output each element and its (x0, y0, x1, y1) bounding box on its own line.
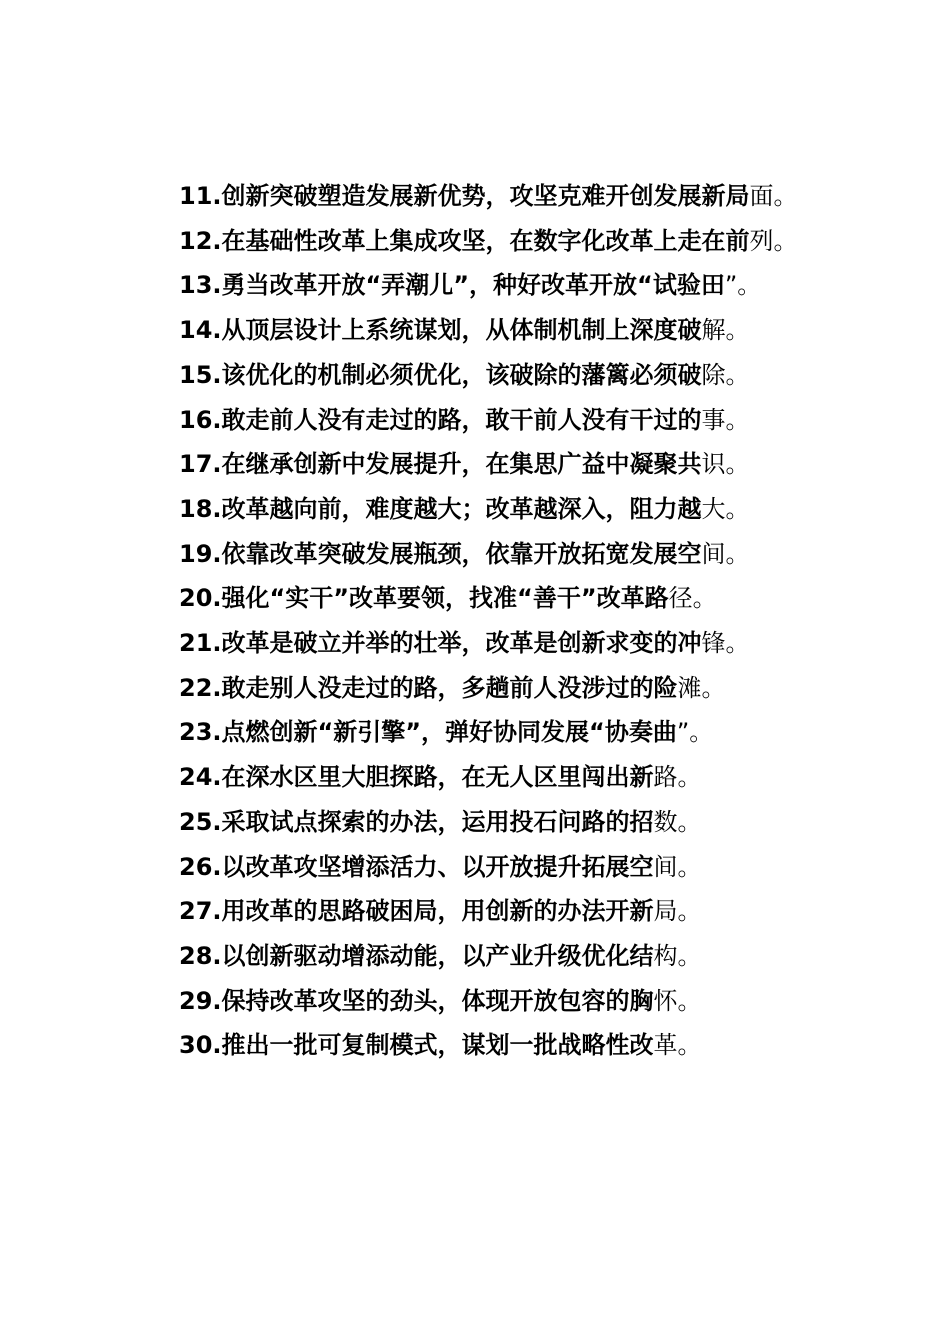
item-tail: 径。 (668, 584, 717, 613)
item-text: 创新突破塑造发展新优势，攻坚克难开创发展新局 (221, 182, 750, 210)
item-number: 25. (179, 807, 222, 836)
item-tail: 识。 (701, 450, 750, 479)
item-tail: 除。 (701, 360, 750, 389)
item-tail: 大。 (701, 494, 750, 523)
list-item (128, 576, 808, 621)
item-tail: 数。 (653, 807, 702, 836)
item-text: 该优化的机制必须优化，该破除的藩篱必须破 (221, 360, 702, 389)
item-tail: ”。 (724, 271, 762, 300)
list-item (128, 889, 808, 934)
item-tail: 锋。 (701, 629, 750, 658)
item-number: 29. (179, 986, 222, 1015)
item-text: 点燃创新“新引擎”，弹好协同发展“协奏曲 (221, 718, 677, 747)
item-text: 从顶层设计上系统谋划，从体制机制上深度破 (221, 316, 702, 345)
list-item (128, 800, 808, 845)
item-number: 22. (179, 673, 222, 702)
item-text: 依靠改革突破发展瓶颈，依靠开放拓宽发展空 (221, 539, 702, 568)
item-number: 11. (179, 182, 222, 210)
list-item (128, 487, 808, 532)
item-number: 26. (179, 852, 222, 881)
item-text: 用改革的思路破困局，用创新的办法开新 (221, 897, 654, 926)
item-tail: 构。 (653, 941, 702, 970)
list-item (128, 710, 808, 755)
item-number: 27. (179, 897, 222, 926)
item-text: 采取试点探索的办法，运用投石问路的招 (221, 807, 654, 836)
item-tail: 列。 (749, 226, 798, 255)
item-number: 18. (179, 494, 222, 523)
list-item (128, 353, 808, 398)
item-text: 以改革攻坚增添活力、以开放提升拓展空 (221, 852, 654, 881)
item-text: 强化“实干”改革要领，找准“善干”改革路 (221, 584, 669, 613)
list-item (128, 308, 808, 353)
item-text: 改革越向前，难度越大；改革越深入，阻力越 (221, 494, 702, 523)
item-text: 保持改革攻坚的劲头，体现开放包容的胸 (221, 986, 654, 1015)
list-item (128, 219, 808, 264)
item-number: 17. (179, 450, 222, 479)
item-text: 在基础性改革上集成攻坚，在数字化改革上走在前 (221, 226, 750, 255)
item-text: 勇当改革开放“弄潮儿”，种好改革开放“试验田 (221, 271, 725, 300)
item-text: 改革是破立并举的壮举，改革是创新求变的冲 (221, 629, 702, 658)
item-text: 敢走前人没有走过的路，敢干前人没有干过的 (221, 405, 702, 434)
item-text: 敢走别人没走过的路，多趟前人没涉过的险 (221, 673, 678, 702)
item-tail: 革。 (653, 1031, 702, 1060)
item-text: 推出一批可复制模式，谋划一批战略性改 (221, 1031, 654, 1060)
item-tail: ”。 (676, 718, 714, 747)
item-text: 在深水区里大胆探路，在无人区里闯出新 (221, 763, 654, 792)
item-tail: 间。 (653, 852, 702, 881)
list-item (128, 532, 808, 577)
item-number: 13. (179, 271, 222, 300)
item-number: 12. (179, 226, 222, 255)
item-number: 28. (179, 941, 222, 970)
item-tail: 局。 (653, 897, 702, 926)
list-item (128, 979, 808, 1024)
item-number: 23. (179, 718, 222, 747)
item-number: 30. (179, 1031, 222, 1060)
item-number: 21. (179, 629, 222, 658)
list-item (128, 398, 808, 443)
item-tail: 事。 (701, 405, 750, 434)
item-tail: 间。 (701, 539, 750, 568)
item-tail: 滩。 (677, 673, 726, 702)
list-item (128, 755, 808, 800)
item-number: 20. (179, 584, 222, 613)
item-text: 以创新驱动增添动能，以产业升级优化结 (221, 941, 654, 970)
list-item (128, 934, 808, 979)
list-item (128, 174, 808, 219)
list-item (128, 666, 808, 711)
item-number: 16. (179, 405, 222, 434)
item-tail: 路。 (653, 763, 702, 792)
list-item (128, 1023, 808, 1068)
slogan-list (128, 174, 808, 1068)
item-number: 14. (179, 316, 222, 345)
list-item (128, 621, 808, 666)
item-tail: 怀。 (653, 986, 702, 1015)
item-tail: 解。 (701, 316, 750, 345)
list-item (128, 263, 808, 308)
list-item (128, 845, 808, 890)
item-number: 24. (179, 763, 222, 792)
list-item (128, 442, 808, 487)
item-tail: 面。 (749, 182, 798, 210)
item-number: 15. (179, 360, 222, 389)
item-text: 在继承创新中发展提升，在集思广益中凝聚共 (221, 450, 702, 479)
item-number: 19. (179, 539, 222, 568)
